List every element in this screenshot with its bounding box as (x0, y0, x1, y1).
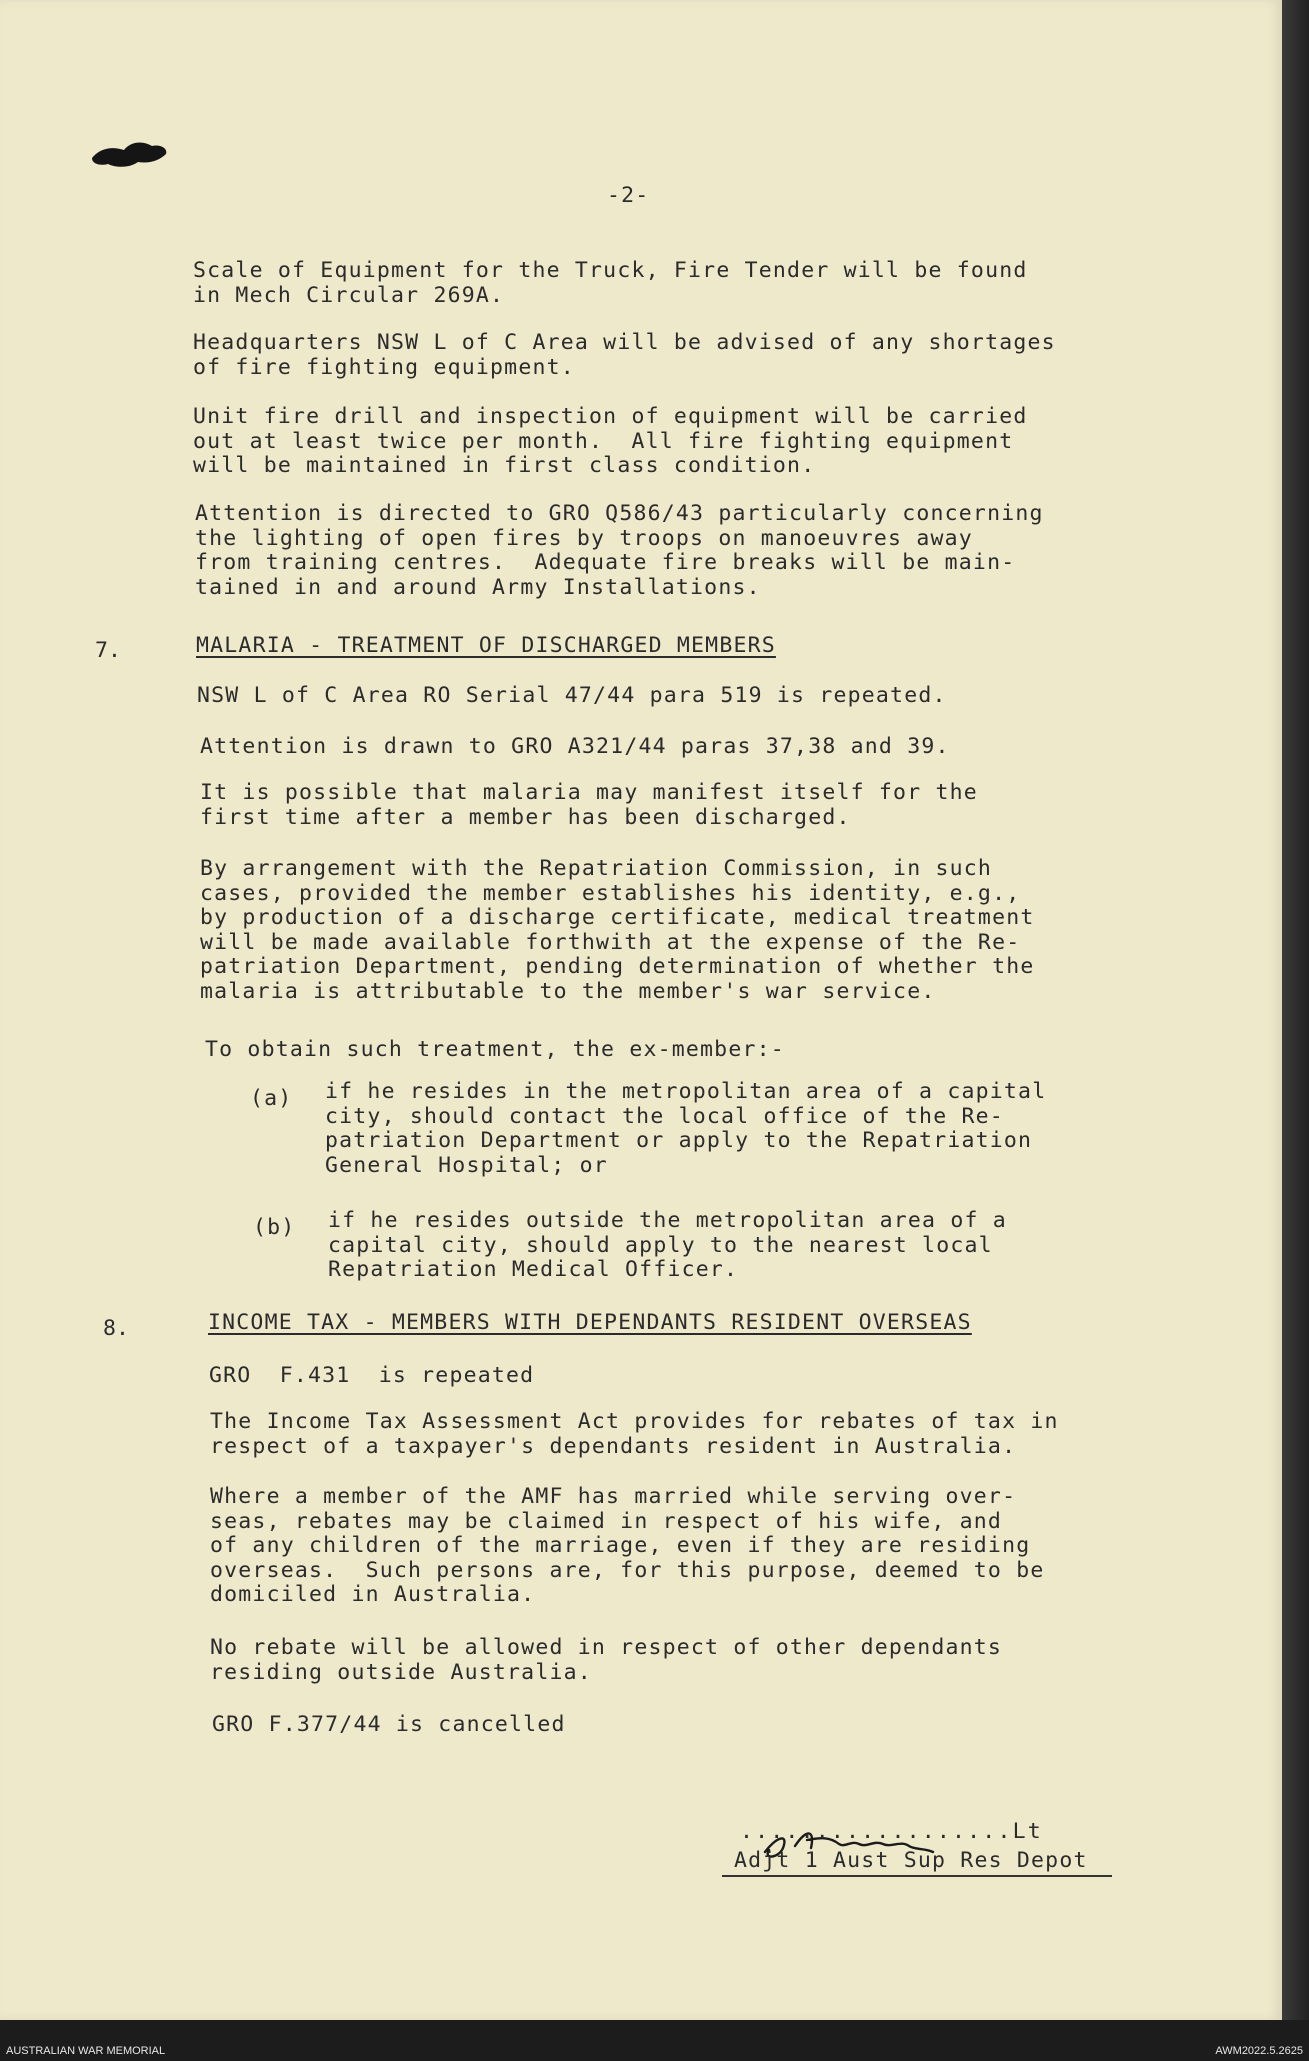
section-8-number: 8. (103, 1316, 129, 1341)
paragraph-shortages: Headquarters NSW L of C Area will be advised of any shortages of fire fighting equipment. (193, 330, 1056, 380)
section-8-para-1: GRO F.431 is repeated (209, 1363, 535, 1388)
signature-underline (722, 1875, 1112, 1877)
item-a-text: if he resides in the metropolitan area of a capital city, should contact the local office of the Re- patriation Department or apply to the Repatriation General Hospital; or (325, 1079, 1047, 1178)
section-8-para-3: Where a member of the AMF has married while serving over- seas, rebates may be claimed in respect of his wife, and of any children of the marriage, even if they are residing overseas. Such persons are, for this purpose, deemed to be domiciled in Australia. (210, 1484, 1045, 1607)
paragraph-fire-drill: Unit fire drill and inspection of equipment will be carried out at least twice per month. All fire fighting equipment will be maintained in first class condition. (193, 404, 1028, 478)
ink-blot (90, 138, 170, 172)
item-b-label: (b) (253, 1215, 296, 1240)
item-a-label: (a) (250, 1086, 293, 1111)
section-8-para-2: The Income Tax Assessment Act provides for rebates of tax in respect of a taxpayer's dependants resident in Australia. (210, 1409, 1059, 1459)
section-8-heading: INCOME TAX - MEMBERS WITH DEPENDANTS RESIDENT OVERSEAS (208, 1310, 972, 1335)
section-8-para-4: No rebate will be allowed in respect of other dependants residing outside Australia. (210, 1635, 1003, 1685)
page-number: -2- (607, 183, 650, 208)
section-8-para-5: GRO F.377/44 is cancelled (212, 1712, 566, 1737)
signature-title: Adjt 1 Aust Sup Res Depot (734, 1848, 1088, 1873)
footer-item-id: AWM2022.5.2625 (1215, 2045, 1303, 2057)
section-7-para-2: Attention is drawn to GRO A321/44 paras 37,38 and 39. (200, 734, 950, 759)
section-7-heading: MALARIA - TREATMENT OF DISCHARGED MEMBERS (196, 633, 776, 658)
item-b-text: if he resides outside the metropolitan area of a capital city, should apply to the nearest local Repatriation Medical Officer. (328, 1208, 1007, 1282)
section-7-para-4: By arrangement with the Repatriation Commission, in such cases, provided the member establishes his identity, e.g., by production of a discharge certificate, medical treatment will be made available forthwith at the expense of the Re- patriation Department, pending determination of whether the malaria is attributable to the member's war service. (200, 856, 1035, 1004)
section-7-number: 7. (95, 638, 121, 663)
section-7-para-5: To obtain such treatment, the ex-member:- (205, 1037, 785, 1062)
footer-institution: AUSTRALIAN WAR MEMORIAL (6, 2045, 166, 2057)
section-7-para-1: NSW L of C Area RO Serial 47/44 para 519 is repeated. (197, 683, 947, 708)
section-7-para-3: It is possible that malaria may manifest itself for the first time after a member has been discharged. (200, 780, 978, 830)
signature-dots-line: ..................Lt (740, 1819, 1043, 1844)
page-shadow-edge (1282, 0, 1309, 2020)
archive-footer (0, 2041, 1309, 2061)
paragraph-open-fires: Attention is directed to GRO Q586/43 particularly concerning the lighting of open fires by troops on manoeuvres away from training centres. Adequate fire breaks will be main- tained in and around Army Installations. (195, 501, 1044, 600)
paragraph-equipment-scale: Scale of Equipment for the Truck, Fire Tender will be found in Mech Circular 269A. (193, 258, 1028, 308)
